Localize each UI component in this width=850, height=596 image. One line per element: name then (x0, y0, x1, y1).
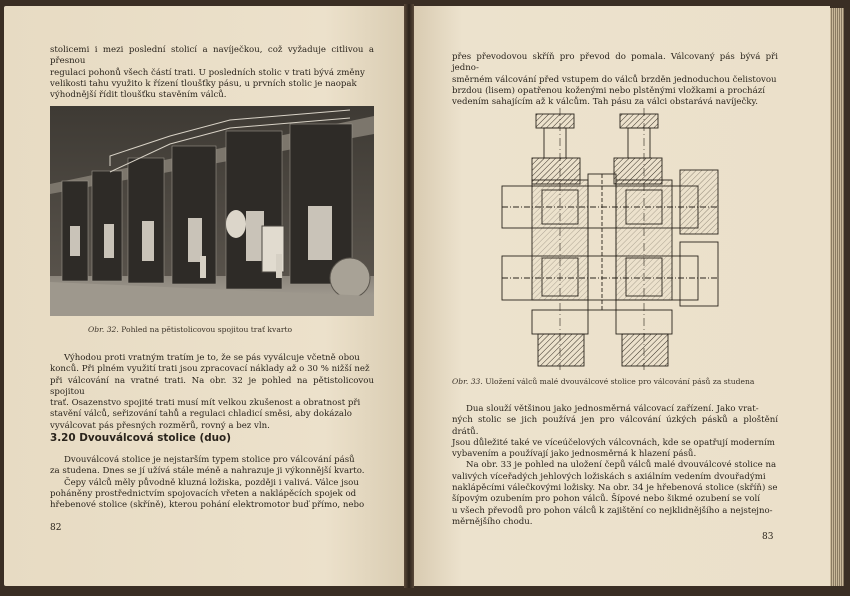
left-paragraph-1 (50, 45, 374, 101)
page-number-left: 82 (50, 523, 62, 533)
text-line: poháněny prostřednictvím spojovacích vřeten a naklápěcích spojek od (50, 488, 357, 499)
text-line: hřebenové stolice (skříně), kterou pohání elektromotor buď přímo, nebo (50, 500, 365, 511)
text-line: za studena. Dnes se jí užívá stále méně a nahrazuje ji výkonnější kvarto. (50, 466, 365, 477)
figure-33-drawing (498, 108, 728, 370)
text-line: velikosti tahu využito k řízení tloušťky pásu, u prvních stolic je naopak (50, 78, 357, 89)
page-edges (830, 8, 844, 586)
text-line: přes převodovou skříň pro převod do pomala. Válcovaný pás bývá při jedno- (452, 52, 778, 74)
caption-label: Obr. 33. (452, 377, 483, 386)
section-heading: 3.20 Dvouválcová stolice (duo) (50, 432, 231, 444)
left-paragraph-3 (50, 455, 374, 511)
text-line: konců. Při plném využití trati jsou zpracovací náklady až o 30 % nižší než (50, 364, 370, 375)
left-paragraph-2 (50, 353, 374, 432)
text-line: výhodnější řídit tloušťku stavěním válců. (50, 90, 227, 101)
figure-32-photo (50, 106, 374, 316)
text-line: Výhodou proti vratným tratím je to, že se pás vyválcuje včetně obou (64, 353, 360, 363)
book-gutter (404, 4, 414, 588)
text-line: naklápěcími válečkovými ložisky. Na obr. 34 je hřebenová stolice (skříň) se (452, 483, 778, 494)
right-paragraph-1 (452, 52, 778, 108)
text-line: směrném válcování před vstupem do válců brzděn jednoduchou čelistovou (452, 74, 777, 85)
text-line: Dvouválcová stolice je nejstarším typem stolice pro válcování pásů (64, 455, 355, 465)
text-line: Čepy válců měly původně kluzná ložiska, později i valivá. Válce jsou (64, 477, 359, 488)
text-line: Dua slouží většinou jako jednosměrná válcovací zařízení. Jako vrat- (466, 404, 759, 414)
text-line: měrnějšího chodu. (452, 516, 533, 527)
text-line: vybavením a používají jako jednosměrná k hlazení pásů. (452, 449, 697, 460)
text-line: ných stolic se jich používá jen pro válcování úzkých pásků a ploštění drátů. (452, 415, 778, 437)
text-line: trať. Osazenstvo spojité trati musí mít velkou zkušenost a obratnost při (50, 398, 361, 409)
text-line: brzdou (lisem) opatřenou koženými nebo plstěnými vložkami a prochází (452, 85, 765, 96)
text-line: šípovým ozubením pro pohon válců. Šípové nebo šikmé ozubení se volí (452, 494, 761, 505)
page-number-right: 83 (762, 532, 774, 542)
text-line: valivých víceřadých jehlových ložiskách s axiálním vedením dvouřadými (452, 471, 766, 482)
roll-bearing-drawing-image (498, 108, 728, 370)
text-line: stavění válců, seřizování tahů a regulaci chladicí směsi, aby dokázalo (50, 409, 352, 420)
text-line: Jsou důležité také ve víceúčelových válcovnách, kde se opatřují moderním (452, 437, 775, 448)
caption-text: Uložení válců malé dvouválcové stolice pro válcování pásů za studena (485, 377, 755, 386)
text-line: Na obr. 33 je pohled na uložení čepů válců malé dvouválcové stolice na (466, 460, 777, 471)
text-line: vyválcovat pás přesných rozměrů, rovný a bez vln. (50, 420, 270, 431)
text-line: regulaci pohonů všech částí trati. U posledních stolic v trati bývá změny (50, 67, 365, 78)
figure-32-caption (88, 325, 378, 335)
text-line: stolicemi i mezi poslední stolicí a navíječkou, což vyžaduje citlivou a přesnou (50, 45, 374, 67)
text-line: vedením sahajícím až k válcům. Tah pásu za válci obstarává navíječky. (452, 97, 758, 108)
figure-33-caption (452, 377, 782, 387)
caption-text: Pohled na pětistolicovou spojitou trať kvarto (121, 325, 293, 334)
text-line: při válcování na vratné trati. Na obr. 32 je pohled na pětistolicovou spojitou (50, 375, 374, 397)
text-line: u všech převodů pro pohon válců k zajištění co nejklidnějšího a nejstejno- (452, 505, 773, 516)
caption-label: Obr. 32. (88, 325, 119, 334)
right-paragraph-2 (452, 404, 778, 528)
rolling-mill-photo-image (50, 106, 374, 316)
